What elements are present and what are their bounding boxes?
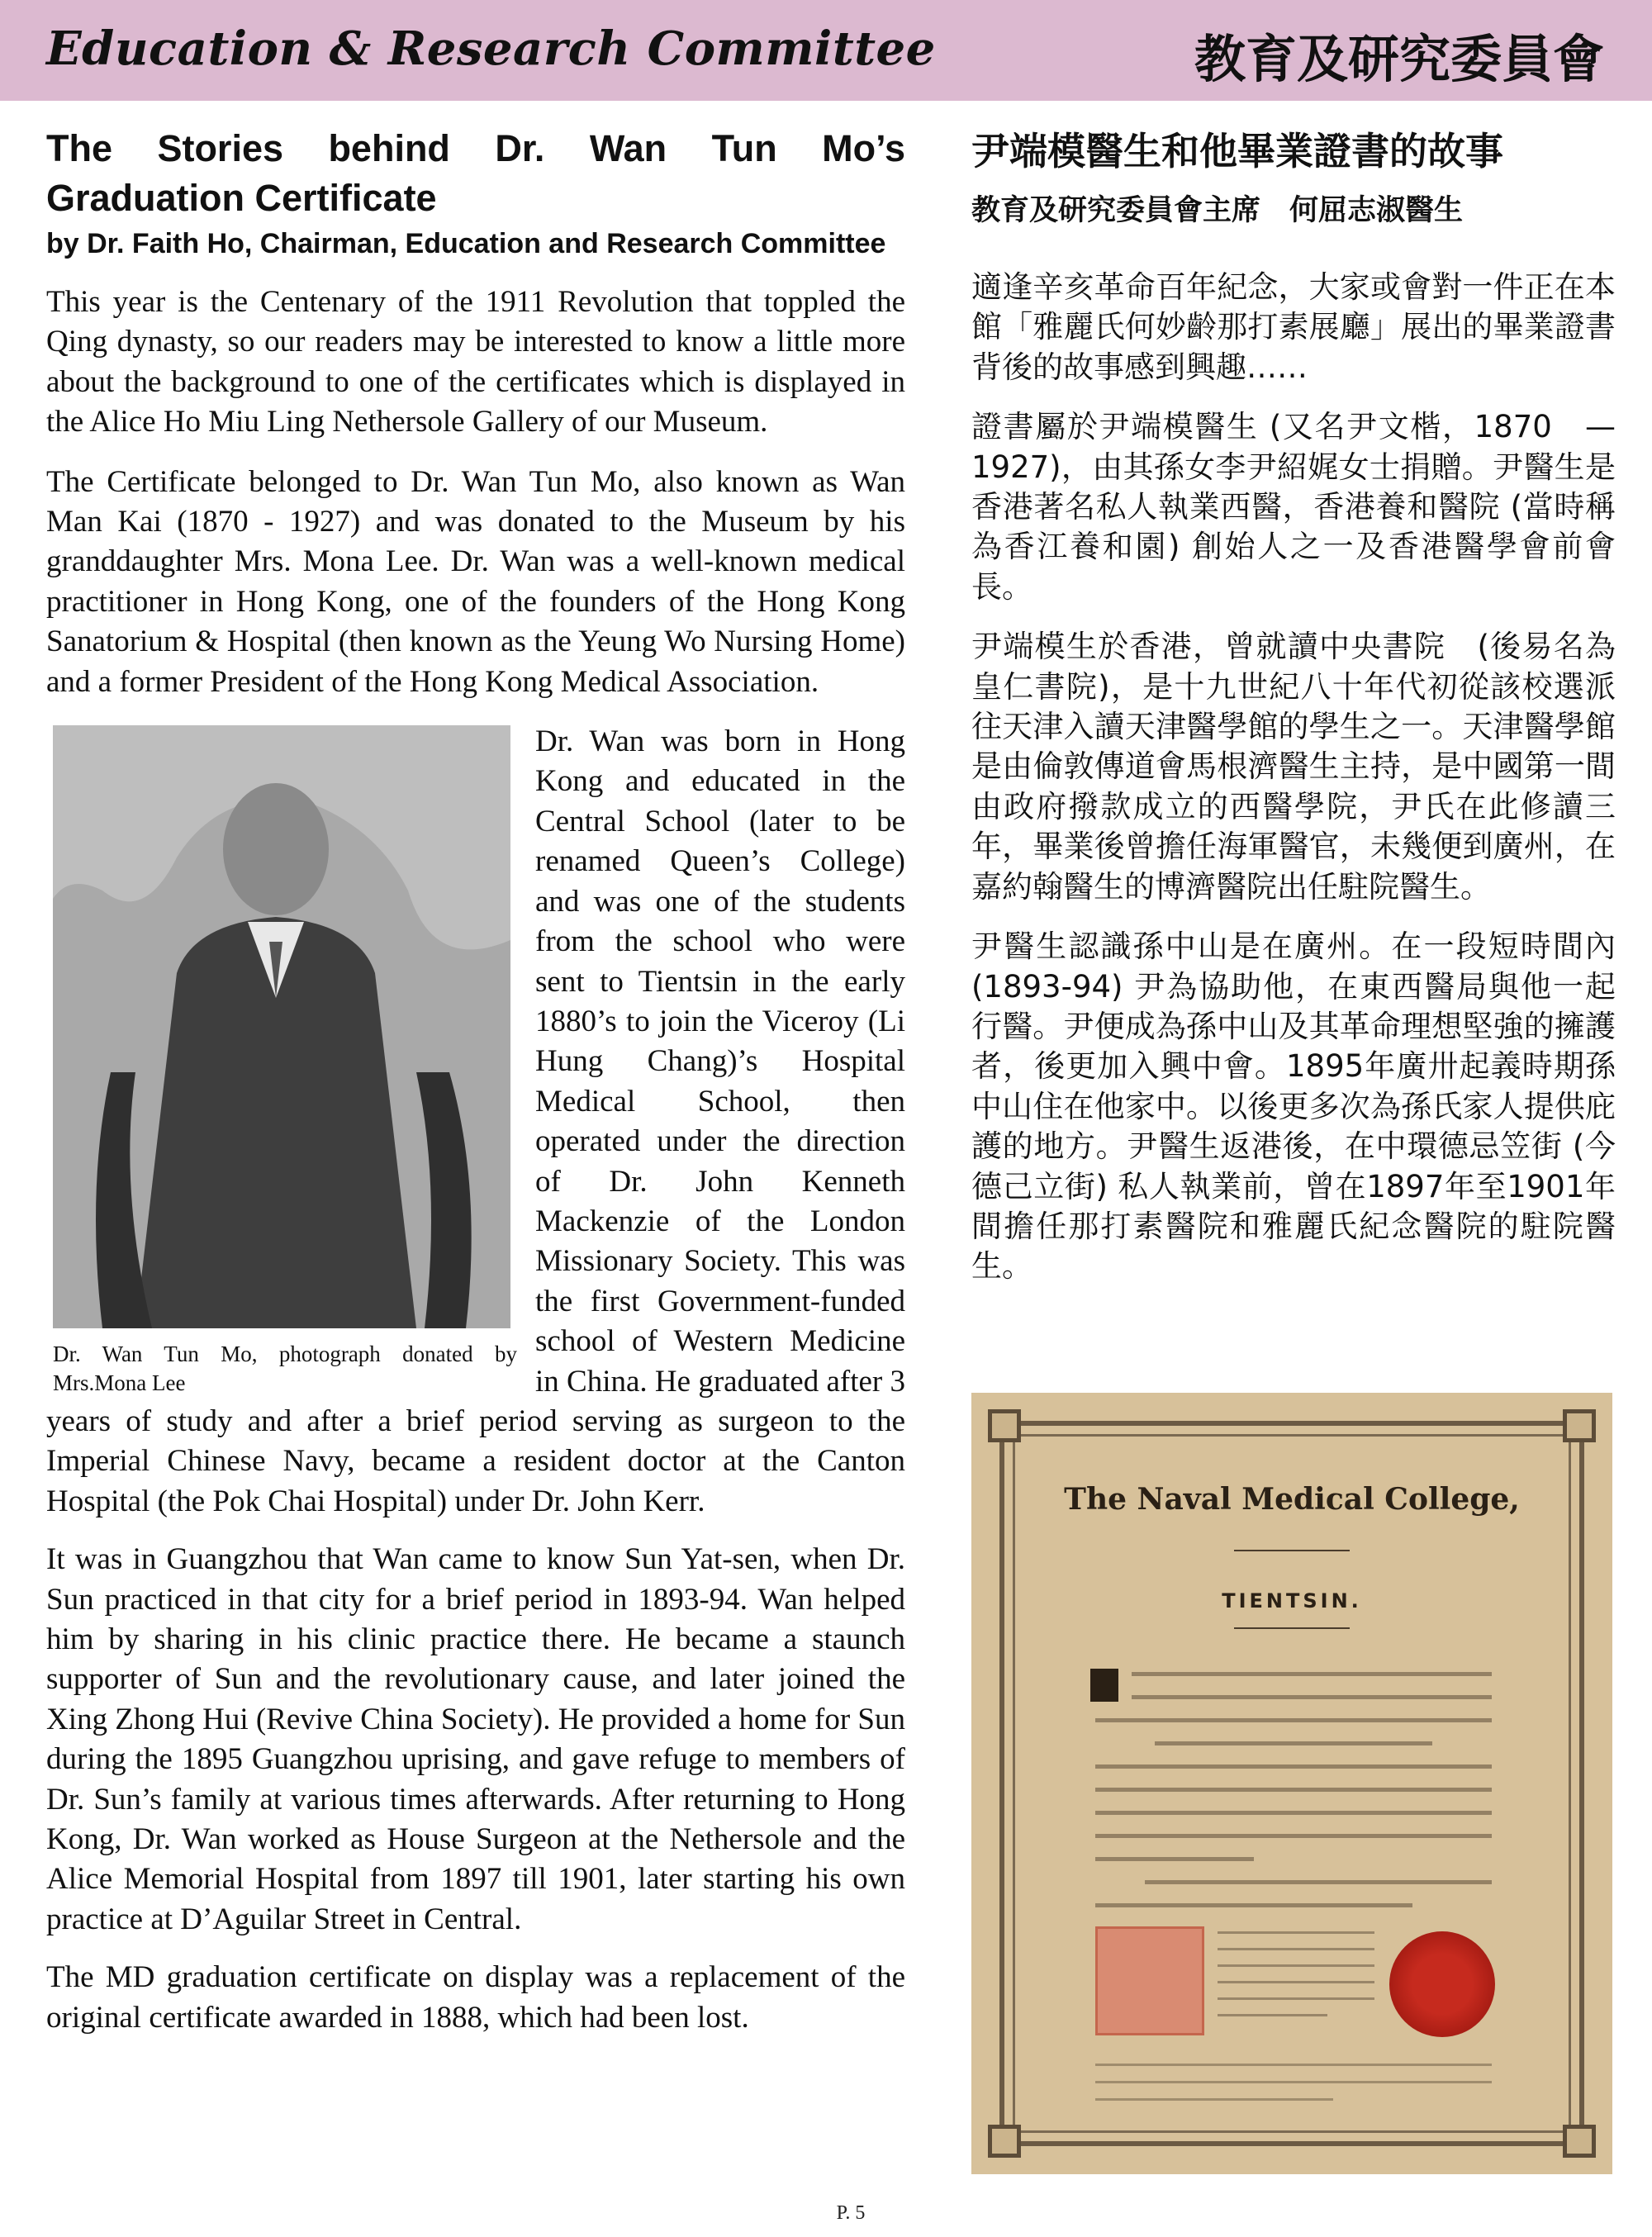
header-band xyxy=(0,0,1652,101)
certificate-title: The Naval Medical College, xyxy=(1064,1482,1520,1517)
certificate-corner xyxy=(1563,2125,1596,2158)
article-chinese xyxy=(971,124,1616,1287)
page-number: P. 5 xyxy=(836,2202,866,2224)
certificate-place: TIENTSIN. xyxy=(1222,1589,1362,1612)
certificate-rule xyxy=(1234,1550,1350,1551)
portrait-photo xyxy=(53,725,510,1328)
paragraph-en-2: The Certificate belonged to Dr. Wan Tun Mo, also known as Wan Man Kai (1870 - 1927) and was donated to the Museum by his granddaughter Mrs. Mona Lee. Dr. Wan was a well-known medical practitioner in Hong Kong, one of the founders of the Hong Kong Sanatorium & Hospital (then known as the Yeung Wo Nursing Home) and a former President of the Hong Kong Medical Association. xyxy=(46,464,905,699)
paragraph-zh-3: 尹端模生於香港，曾就讀中央書院 (後易名為皇仁書院)，是十九世紀八十年代初從該校選派往天津入讀天津醫學館的學生之一。天津醫學館是由倫敦傳道會馬根濟醫生主持，是中國第一間由政府撥款成立的西醫學院，尹氏在此修讀三年，畢業後曾擔任海軍醫官，未幾便到廣州，在嘉約翰醫生的博濟醫院出任駐院醫生。 xyxy=(971,629,1616,905)
certificate-handwritten-note xyxy=(1218,1931,1374,2030)
certificate-corner xyxy=(988,1409,1021,1442)
portrait-figure xyxy=(53,725,517,1398)
certificate-red-seal xyxy=(1389,1931,1495,2037)
certificate-image xyxy=(971,1393,1612,2174)
header-title-en: Education & Research Committee xyxy=(46,21,936,76)
paragraph-en-4: It was in Guangzhou that Wan came to know Sun Yat-sen, when Dr. Sun practiced in that city for a brief period in 1893-94. Wan helped him by sharing in his clinic practice there. He became a staunch supporter of Sun and the revolutionary cause, and later joined the Xing Zhong Hui (Revive China Society). He provided a home for Sun during the 1895 Guangzhou uprising, and gave refuge to members of Dr. Sun’s family at various times afterwards. After returning to Hong Kong, Dr. Wan worked as House Surgeon at the Nethersole and the Alice Memorial Hospital from 1897 till 1901, later starting his own practice at D’Aguilar Street in Central. xyxy=(46,1542,905,1936)
paragraph-zh-2: 證書屬於尹端模醫生 (又名尹文楷，1870 —1927)，由其孫女李尹紹娓女士捐贈。尹醫生是香港著名私人執業西醫，香港養和醫院 (當時稱為香江養和園) 創始人之一及香港醫學會前會長。 xyxy=(971,409,1616,605)
article-english xyxy=(46,124,905,2038)
article-byline-en: by Dr. Faith Ho, Chairman, Education and Research Committee xyxy=(46,228,886,259)
article-title-zh: 尹端模醫生和他畢業證書的故事 xyxy=(971,129,1503,173)
certificate-corner xyxy=(1563,1409,1596,1442)
header-title-zh: 教育及研究委員會 xyxy=(1194,29,1604,89)
article-byline-zh: 教育及研究委員會主席 何屈志淑醫生 xyxy=(971,194,1464,227)
portrait-caption: Dr. Wan Tun Mo, photograph donated by Mrs.Mona Lee xyxy=(53,1342,517,1396)
certificate-corner xyxy=(988,2125,1021,2158)
portrait-silhouette xyxy=(53,725,510,1328)
paragraph-en-3: Dr. Wan was born in Hong Kong and educated in the Central School (later to be renamed Queen’s College) and was one of the students from the school who were sent to Tientsin in the early 1880’s to join the Viceroy (Li Hung Chang)’s Hospital Medical School, then operated under the direction of Dr. John Kenneth Mackenzie of the London Missionary Society. This was the first Government-funded school of Western Medicine in China. He graduated after 3 years of study and after a brief period serving as surgeon to the Imperial Chinese Navy, became a resident doctor at the Canton Hospital (the Pok Chai Hospital) under Dr. John Kerr. xyxy=(46,724,905,1518)
article-title-en: The Stories behind Dr. Wan Tun Mo’s Graduation Certificate xyxy=(46,127,905,219)
certificate-square-seal xyxy=(1095,1926,1204,2035)
paragraph-zh-1: 適逢辛亥革命百年紀念，大家或會對一件正在本館「雅麗氏何妙齡那打素展廳」展出的畢業證書背後的故事感到興趣…… xyxy=(971,269,1616,385)
certificate-rule xyxy=(1234,1627,1350,1629)
paragraph-en-1: This year is the Centenary of the 1911 Revolution that toppled the Qing dynasty, so our readers may be interested to know a little more about the background to one of the certificates which is displayed in the Alice Ho Miu Ling Nethersole Gallery of our Museum. xyxy=(46,285,905,439)
certificate-signature-lines xyxy=(1095,2064,1492,2116)
paragraph-zh-4: 尹醫生認識孫中山是在廣州。在一段短時間內 (1893-94) 尹為協助他，在東西醫局與他一起行醫。尹便成為孫中山及其革命理想堅強的擁護者，後更加入興中會。1895年廣卅起義時期孫中山住在他家中。以後更多次為孫氏家人提供庇護的地方。尹醫生返港後，在中環德忌笠街 (今德己立街) 私人執業前，曾在1897年至1901年間擔任那打素醫院和雅麗氏紀念醫院的駐院醫生。 xyxy=(971,929,1616,1285)
paragraph-en-3-block xyxy=(46,722,905,1522)
paragraph-en-5: The MD graduation certificate on display was a replacement of the original certificate awarded in 1888, which had been lost. xyxy=(46,1960,905,2035)
certificate-body-text xyxy=(1095,1672,1492,1926)
